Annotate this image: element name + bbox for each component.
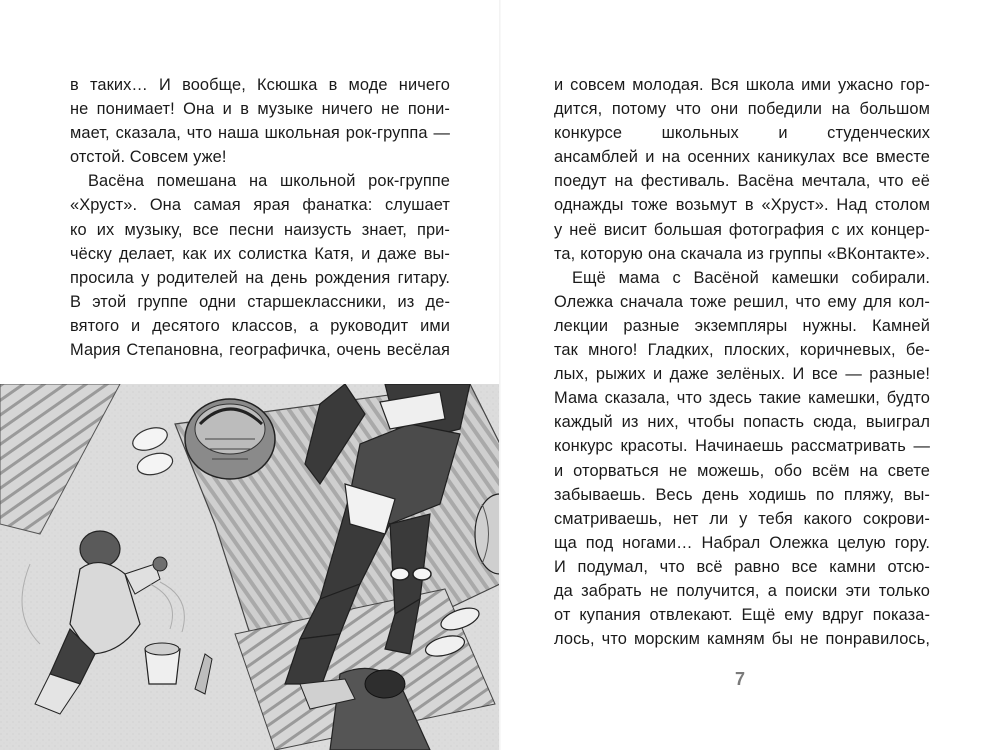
text-line: чёску делает, как их солистка Катя, и даже вы- [70, 244, 450, 263]
text-line: мает, сказала, что наша школьная рок-группа — [70, 124, 450, 143]
text-line: лекции разные экземпляры нужны. Камней [554, 316, 930, 335]
page-number: 7 [735, 669, 746, 689]
text-line: однажды тоже возьмут в «Хруст». Над столом [554, 196, 930, 215]
sand-bucket [145, 643, 180, 684]
text-line: ансамблей и на осенних каникулах все вместе [554, 148, 930, 167]
text-line: В этой группе одни старшеклассники, из де- [70, 292, 450, 311]
right-page-text [554, 73, 930, 651]
text-line: каждый из них, чтобы попасть сюда, выиграл [554, 413, 930, 432]
text-line: да забрать не получится, а поиски эти только [554, 581, 930, 600]
text-line: сматриваешь, нет ли у тебя какого сокрови- [554, 509, 930, 528]
left-page-text [70, 73, 450, 362]
text-line: в таких… И вообще, Ксюшка в моде ничего [70, 76, 450, 94]
text-line: конкурс красоты. Начинаешь рассматривать — [554, 437, 930, 456]
text-line: ко их музыку, все песни наизусть знает, при- [70, 220, 450, 239]
right-page [500, 0, 1000, 750]
text-line: поедут на фестиваль. Васёна мечтала, что её [554, 172, 930, 191]
text-line: и совсем молодая. Вся школа ими ужасно гор- [554, 76, 930, 94]
text-line: от купания отвлекают. Ещё ему вдруг показа- [554, 606, 930, 625]
text-line: Ещё мама с Васёной камешки собирали. [572, 268, 930, 287]
text-line: «Хруст». Она самая ярая фанатка: слушает [70, 196, 450, 215]
text-line: ща под ногами… Набрал Олежка целую гору. [554, 533, 930, 552]
text-line: просила у родителей на день рождения гитару. [70, 268, 450, 287]
text-line: лось, что морским камням бы не понравилось, [554, 630, 930, 649]
text-line: лых, рыжих и даже зелёных. И все — разные! [554, 365, 930, 384]
text-line: Олежка сначала тоже решил, что ему для кол- [554, 292, 930, 311]
text-line: и оторваться не можешь, обо всём на свете [554, 461, 930, 480]
text-line: Васёна помешана на школьной рок-группе [88, 172, 450, 191]
text-line: отстой. Совсем уже! [70, 148, 227, 167]
beach-illustration [0, 384, 500, 750]
text-line: забываешь. Весь день ходишь по пляжу, вы- [554, 485, 930, 504]
text-line: Мама сказала, что здесь такие камешки, будто [554, 389, 930, 408]
text-line: не понимает! Она и в музыке ничего не пони- [70, 100, 450, 119]
text-line: вятого и десятого классов, а руководит ими [70, 316, 450, 335]
text-line: у неё висит большая фотография с их концер- [554, 220, 930, 239]
text-line: та, которую она скачала из группы «ВКонтакте». [554, 244, 930, 263]
text-line: И подумал, что всё равно все камни отсю- [554, 557, 930, 576]
text-line: Мария Степановна, географичка, очень весёлая [70, 341, 450, 360]
text-line: так много! Гладких, плоских, коричневых, бе- [554, 341, 930, 360]
text-line: дится, потому что они победили на большом [554, 100, 930, 119]
picnic-basket [185, 399, 275, 479]
text-line: конкурсе школьных и студенческих [554, 124, 930, 143]
